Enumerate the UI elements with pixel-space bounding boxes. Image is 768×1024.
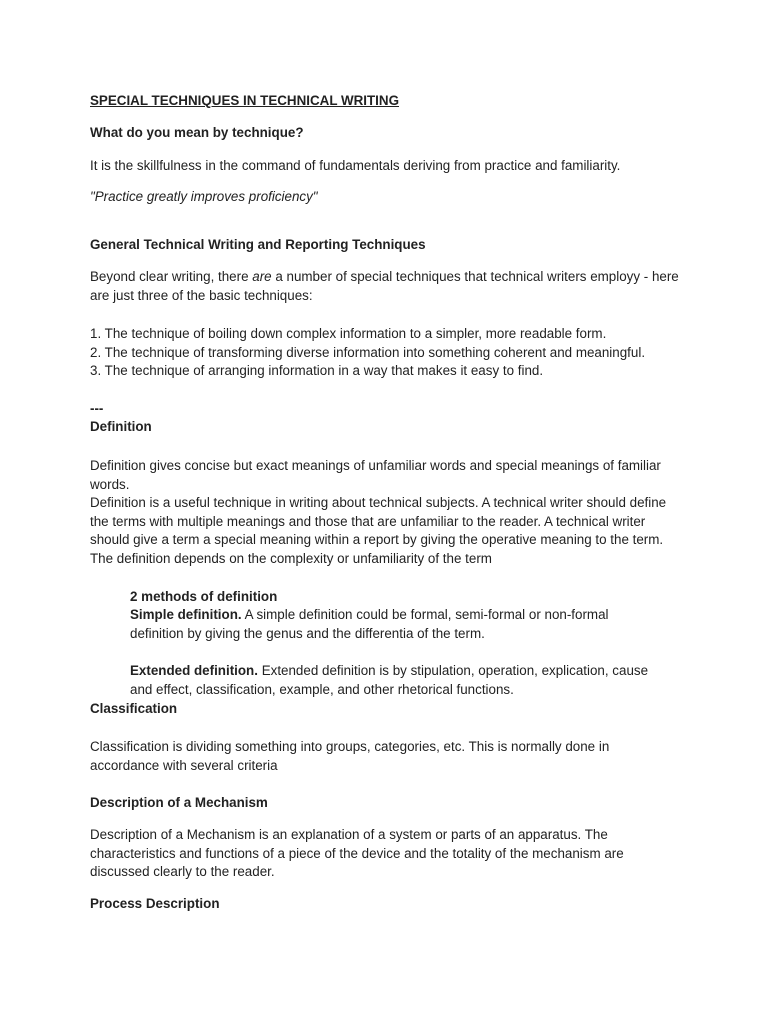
separator: --- [90,401,104,416]
simple-definition [130,606,650,643]
definition-paragraph-1: Definition gives concise but exact meanings of unfamiliar words and special meanings of familiar words. [90,458,661,492]
simple-label: Simple definition. [130,607,242,622]
quote: "Practice greatly improves proficiency" [90,189,318,204]
technique-definition: It is the skillfulness in the command of fundamentals deriving from practice and familiarity. [90,158,621,173]
extended-definition [130,662,650,699]
intro-paragraph [90,268,680,305]
list-item: 1. The technique of boiling down complex information to a simpler, more readable form. [90,326,607,341]
mechanism-heading: Description of a Mechanism [90,795,268,810]
document-title: SPECIAL TECHNIQUES IN TECHNICAL WRITING [90,93,399,108]
intro-part2: a number of special techniques that technical writers employy - here are just three of the basic techniques: [90,269,679,303]
question-heading: What do you mean by technique? [90,125,304,140]
techniques-list [90,325,680,381]
general-heading: General Technical Writing and Reporting Techniques [90,237,426,252]
definition-paragraph-2: Definition is a useful technique in writing about technical subjects. A technical writer should define the terms with multiple meanings and those that are unfamiliar to the reader. A technical writer should give a term a special meaning within a report by giving the operative meaning to the term. The definition depends on the complexity or unfamiliarity of the term [90,495,667,566]
extended-text: Extended definition is by stipulation, operation, explication, cause and effect, classification, example, and other rhetorical functions. [130,663,649,697]
process-heading: Process Description [90,896,220,911]
simple-text: A simple definition could be formal, semi-formal or non-formal definition by giving the genus and the differentia of the term. [130,607,609,641]
definition-heading: Definition [90,419,152,434]
classification-text: Classification is dividing something into groups, categories, etc. This is normally done in accordance with several criteria [90,739,610,773]
list-item: 3. The technique of arranging information in a way that makes it easy to find. [90,363,544,379]
list-item: 2. The technique of transforming diverse information into something coherent and meaningful. [90,344,646,360]
mechanism-text: Description of a Mechanism is an explanation of a system or parts of an apparatus. The characteristics and functions of a piece of the device and the totality of the mechanism are discussed clearly to the reader. [90,827,624,880]
extended-label: Extended definition. [130,663,258,678]
intro-part1: Beyond clear writing, there [90,269,253,284]
methods-heading: 2 methods of definition [130,589,278,604]
classification-heading: Classification [90,701,178,716]
intro-emphasis: are [252,269,272,284]
